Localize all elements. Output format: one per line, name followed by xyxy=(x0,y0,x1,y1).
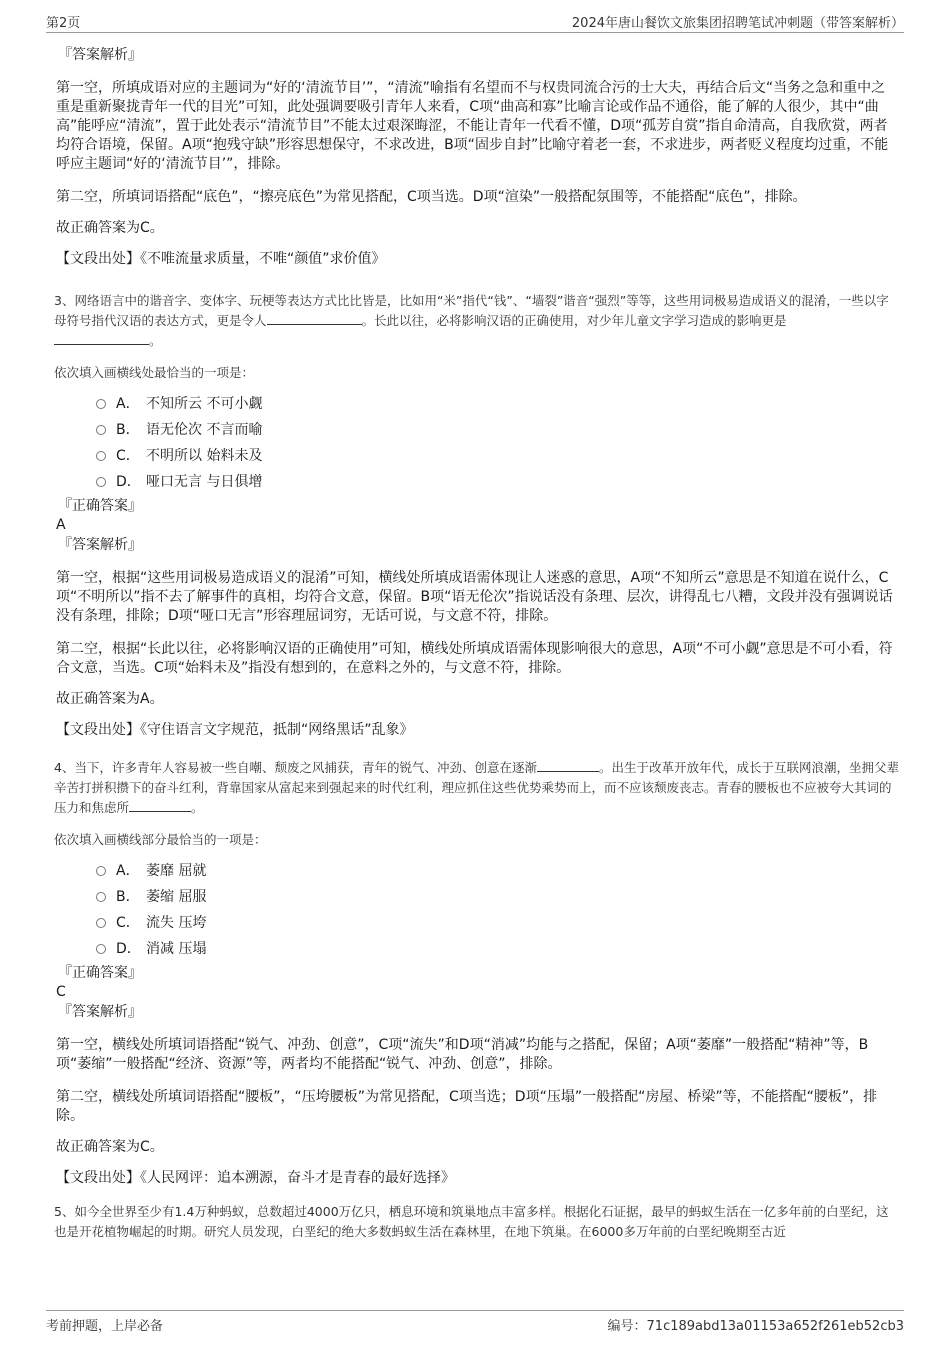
correct-answer: C xyxy=(56,984,66,1000)
analysis-paragraph: 第一空，横线处所填词语搭配“锐气、冲劲、创意”，C项“流失”和D项“消减”均能与之搭配，保留；A项“萎靡”一般搭配“精神”等，B项“萎缩”一般搭配“经济、资源”等，两者均不能搭配“锐气、冲劲、创意”，排除。 xyxy=(56,1037,869,1072)
page-footer xyxy=(46,1310,904,1335)
correct-answer-label: 『正确答案』 xyxy=(58,965,142,981)
answer-blank xyxy=(537,758,599,772)
page-number: 第2页 xyxy=(46,16,81,31)
answer-blank xyxy=(54,331,149,345)
option-list xyxy=(56,860,896,964)
option-list xyxy=(56,393,896,497)
correct-answer-label: 『正确答案』 xyxy=(58,498,142,514)
source: 【文段出处】《人民网评：追本溯源，奋斗才是青春的最好选择》 xyxy=(56,1170,455,1186)
footer-slogan: 考前押题，上岸必备 xyxy=(46,1319,164,1334)
conclusion: 故正确答案为A。 xyxy=(56,691,164,707)
option-c[interactable]: C． 不明所以 始料未及 xyxy=(56,445,896,471)
question-3 xyxy=(56,291,896,740)
correct-answer: A xyxy=(56,517,66,533)
answer-blank xyxy=(267,311,362,325)
option-d[interactable]: D． 消减 压塌 xyxy=(56,938,896,964)
analysis-label: 『答案解析』 xyxy=(58,537,142,553)
radio-icon[interactable] xyxy=(96,477,106,487)
source: 【文段出处】《不唯流量求质量，不唯“颜值”求价值》 xyxy=(56,251,386,267)
document-title: 2024年唐山餐饮文旅集团招聘笔试冲刺题（带答案解析） xyxy=(571,16,904,31)
question-prompt: 依次填入画横线处最恰当的一项是： xyxy=(54,365,255,380)
document-id: 编号：71c189abd13a01153a652f261eb52cb3 xyxy=(607,1319,904,1334)
analysis-paragraph: 第二空，所填词语搭配“底色”，“擦亮底色”为常见搭配，C项当选。D项“渲染”一般搭配氛围等，不能搭配“底色”，排除。 xyxy=(56,189,807,205)
question-text: 4、当下，许多青年人容易被一些自嘲、颓废之风捕获，青年的锐气、冲劲、创意在逐渐 。出生于改革开放年代，成长于互联网浪潮，坐拥父辈辛苦打拼积攒下的奋斗红利，背靠国家从富起来到强起来的时代红利，理应抓住这些优势乘势而上，而不应该颓废丧志。青春的腰板也不应被夸大其词的压力和焦虑所 。 xyxy=(54,760,899,815)
analysis-label: 『答案解析』 xyxy=(58,1004,142,1020)
page-header xyxy=(46,12,904,33)
radio-icon[interactable] xyxy=(96,892,106,902)
question-4 xyxy=(54,758,899,1188)
option-a[interactable]: A． 不知所云 不可小觑 xyxy=(56,393,896,419)
analysis-label: 『答案解析』 xyxy=(58,47,142,63)
question-5 xyxy=(56,1202,896,1242)
conclusion: 故正确答案为C。 xyxy=(56,220,164,236)
option-b[interactable]: B． 萎缩 屈服 xyxy=(56,886,896,912)
radio-icon[interactable] xyxy=(96,451,106,461)
answer-blank xyxy=(129,798,191,812)
page-content xyxy=(54,46,899,1242)
conclusion: 故正确答案为C。 xyxy=(56,1139,164,1155)
analysis-paragraph: 第二空，横线处所填词语搭配“腰板”，“压垮腰板”为常见搭配，C项当选；D项“压塌”一般搭配“房屋、桥梁”等，不能搭配“腰板”，排除。 xyxy=(56,1089,878,1124)
source: 【文段出处】《守住语言文字规范，抵制“网络黑话”乱象》 xyxy=(56,722,414,738)
radio-icon[interactable] xyxy=(96,866,106,876)
analysis-paragraph: 第二空，根据“长此以往，必将影响汉语的正确使用”可知，横线处所填成语需体现影响很大的意思，A项“不可小觑”意思是不可小看，符合文意，当选。C项“始料未及”指没有想到的，在意料之外的，与文意不符，排除。 xyxy=(56,641,893,676)
radio-icon[interactable] xyxy=(96,918,106,928)
question-text: 5、如今全世界至少有1.4万种蚂蚁，总数超过4000万亿只，栖息环境和筑巢地点丰富多样。根据化石证据，最早的蚂蚁生活在一亿多年前的白垩纪，这也是开花植物崛起的时期。研究人员发现，白垩纪的绝大多数蚂蚁生活在森林里，在地下筑巢。在6000多万年前的白垩纪晚期至古近 xyxy=(54,1204,889,1239)
block1-analysis xyxy=(56,46,896,269)
radio-icon[interactable] xyxy=(96,399,106,409)
analysis-paragraph: 第一空，所填成语对应的主题词为“好的‘清流节目’”，“清流”喻指有名望而不与权贵同流合污的士大夫，再结合后文“当务之急和重中之重是重新聚拢青年一代的目光”可知，此处强调要吸引青年人来看，C项“曲高和寡”比喻言论或作品不通俗，能了解的人很少，其中“曲高”能呼应“清流”，置于此处表示“清流节目”不能太过艰深晦涩，不能让青年一代看不懂，D项“孤芳自赏”指自命清高，自我欣赏，两者均符合语境，保留。A项“抱残守缺”形容思想保守，不求改进，B项“固步自封”比喻守着老一套，不求进步，两者贬义程度均过重，不能呼应主题词“好的‘清流节目’”，排除。 xyxy=(56,80,889,172)
question-text: 3、网络语言中的谐音字、变体字、玩梗等表达方式比比皆是，比如用“米”指代“钱”、“墙裂”谐音“强烈”等等，这些用词极易造成语义的混淆，一些以字母符号指代汉语的表达方式，更是令人 。长此以往，必将影响汉语的正确使用，对少年儿童文字学习造成的影响更是 。 xyxy=(54,293,889,348)
radio-icon[interactable] xyxy=(96,944,106,954)
option-b[interactable]: B． 语无伦次 不言而喻 xyxy=(56,419,896,445)
question-prompt: 依次填入画横线部分最恰当的一项是： xyxy=(54,832,267,847)
radio-icon[interactable] xyxy=(96,425,106,435)
option-d[interactable]: D． 哑口无言 与日俱增 xyxy=(56,471,896,497)
option-a[interactable]: A． 萎靡 屈就 xyxy=(56,860,896,886)
option-c[interactable]: C． 流失 压垮 xyxy=(56,912,896,938)
analysis-paragraph: 第一空，根据“这些用词极易造成语义的混淆”可知，横线处所填成语需体现让人迷惑的意思，A项“不知所云”意思是不知道在说什么，C项“不明所以”指不去了解事件的真相，均符合文意，保留。B项“语无伦次”指说话没有条理、层次，讲得乱七八糟，文段并没有强调说话没有条理，排除；D项“哑口无言”形容理屈词穷，无话可说，与文意不符，排除。 xyxy=(56,570,893,624)
